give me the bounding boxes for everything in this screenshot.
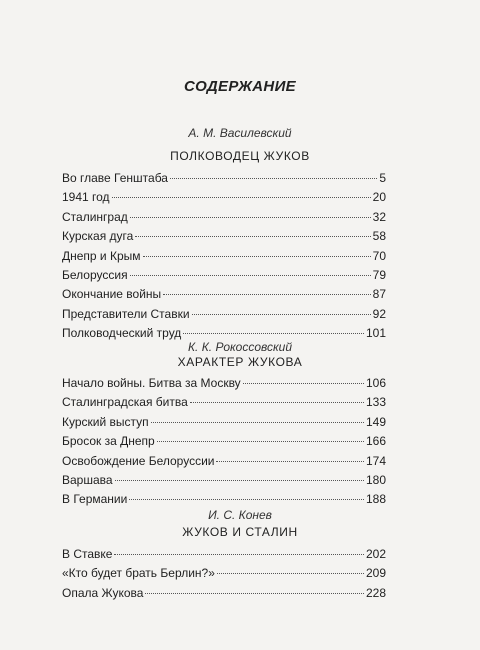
toc-entry bbox=[62, 266, 386, 285]
toc-entry-label: В Германии bbox=[62, 492, 128, 507]
toc-entry-label: Варшава bbox=[62, 472, 113, 487]
toc-entry-page: 188 bbox=[365, 492, 386, 507]
toc-entry bbox=[62, 490, 386, 509]
toc-entry-page: 133 bbox=[365, 395, 386, 410]
dot-leader bbox=[115, 480, 364, 481]
toc-entry-page: 101 bbox=[365, 326, 386, 341]
toc-entry-page: 174 bbox=[365, 453, 386, 468]
toc-entry bbox=[62, 208, 386, 227]
toc-entry bbox=[62, 305, 386, 324]
section-title: ПОЛКОВОДЕЦ ЖУКОВ bbox=[170, 149, 310, 163]
toc-entry-label: Освобождение Белоруссии bbox=[62, 453, 215, 468]
toc-entry-label: 1941 год bbox=[62, 190, 110, 205]
toc-entry-label: Курская дуга bbox=[62, 229, 134, 244]
dot-leader bbox=[145, 593, 364, 594]
toc-entry-label: Опала Жукова bbox=[62, 585, 144, 600]
toc-entry bbox=[62, 227, 386, 246]
toc-entry-label: Белоруссия bbox=[62, 267, 128, 282]
toc-entry bbox=[62, 413, 386, 432]
dot-leader bbox=[143, 256, 371, 257]
toc-entry-label: Начало войны. Битва за Москву bbox=[62, 376, 241, 390]
toc-entry-page: 79 bbox=[372, 267, 386, 282]
toc-entry bbox=[62, 564, 386, 583]
toc-entry-label: «Кто будет брать Берлин?» bbox=[62, 566, 215, 581]
toc-entry-label: Окончание войны bbox=[62, 287, 162, 302]
toc-entry-label: Полководческий труд bbox=[62, 326, 182, 341]
toc-entry bbox=[62, 545, 386, 564]
dot-leader bbox=[217, 573, 364, 574]
section-author: А. М. Василевский bbox=[188, 126, 292, 140]
toc-entry-page: 92 bbox=[372, 306, 386, 321]
toc-entry-label: Во главе Генштаба bbox=[62, 171, 168, 185]
toc-entry-page: 5 bbox=[379, 171, 386, 185]
section-author: К. К. Рокоссовский bbox=[187, 340, 293, 354]
toc-entry-page: 20 bbox=[372, 190, 386, 205]
dot-leader bbox=[112, 197, 371, 198]
section-title: ХАРАКТЕР ЖУКОВА bbox=[177, 355, 303, 369]
toc-entry-page: 87 bbox=[372, 287, 386, 302]
toc-entry bbox=[62, 247, 386, 266]
dot-leader bbox=[135, 236, 370, 237]
toc-entry-label: Курский выступ bbox=[62, 414, 149, 429]
dot-leader bbox=[163, 294, 370, 295]
toc-list bbox=[62, 374, 386, 510]
toc-entry-page: 166 bbox=[365, 434, 386, 449]
toc-entry-page: 32 bbox=[372, 209, 386, 224]
toc-list bbox=[62, 169, 386, 344]
toc-entry-page: 149 bbox=[365, 414, 386, 429]
toc-entry bbox=[62, 285, 386, 304]
toc-entry-label: Сталинградская битва bbox=[62, 395, 188, 410]
dot-leader bbox=[190, 402, 364, 403]
dot-leader bbox=[192, 314, 371, 315]
toc-entry bbox=[62, 452, 386, 471]
toc-entry bbox=[62, 584, 386, 603]
toc-entry-page: 70 bbox=[372, 248, 386, 263]
toc-entry bbox=[62, 188, 386, 207]
page-title: СОДЕРЖАНИЕ bbox=[184, 78, 296, 95]
toc-entry-page: 228 bbox=[365, 585, 386, 600]
dot-leader bbox=[170, 178, 377, 179]
toc-entry-page: 106 bbox=[365, 376, 386, 390]
dot-leader bbox=[151, 422, 364, 423]
toc-entry bbox=[62, 393, 386, 412]
toc-entry bbox=[62, 471, 386, 490]
dot-leader bbox=[243, 383, 364, 384]
toc-entry bbox=[62, 374, 386, 393]
toc-entry-label: В Ставке bbox=[62, 547, 113, 561]
dot-leader bbox=[130, 275, 371, 276]
dot-leader bbox=[216, 461, 363, 462]
toc-entry-page: 180 bbox=[365, 472, 386, 487]
toc-entry-label: Сталинград bbox=[62, 209, 128, 224]
toc-entry-label: Представители Ставки bbox=[62, 306, 190, 321]
dot-leader bbox=[130, 217, 371, 218]
toc-list bbox=[62, 545, 386, 603]
toc-entry-page: 202 bbox=[365, 547, 386, 561]
dot-leader bbox=[183, 333, 364, 334]
toc-entry-page: 209 bbox=[365, 566, 386, 581]
dot-leader bbox=[114, 554, 363, 555]
toc-entry bbox=[62, 432, 386, 451]
dot-leader bbox=[129, 499, 364, 500]
toc-entry-label: Днепр и Крым bbox=[62, 248, 141, 263]
section-author: И. С. Конев bbox=[208, 508, 272, 522]
dot-leader bbox=[157, 441, 364, 442]
section-title: ЖУКОВ И СТАЛИН bbox=[182, 525, 298, 539]
toc-entry-page: 58 bbox=[372, 229, 386, 244]
toc-entry-label: Бросок за Днепр bbox=[62, 434, 155, 449]
toc-entry bbox=[62, 169, 386, 188]
